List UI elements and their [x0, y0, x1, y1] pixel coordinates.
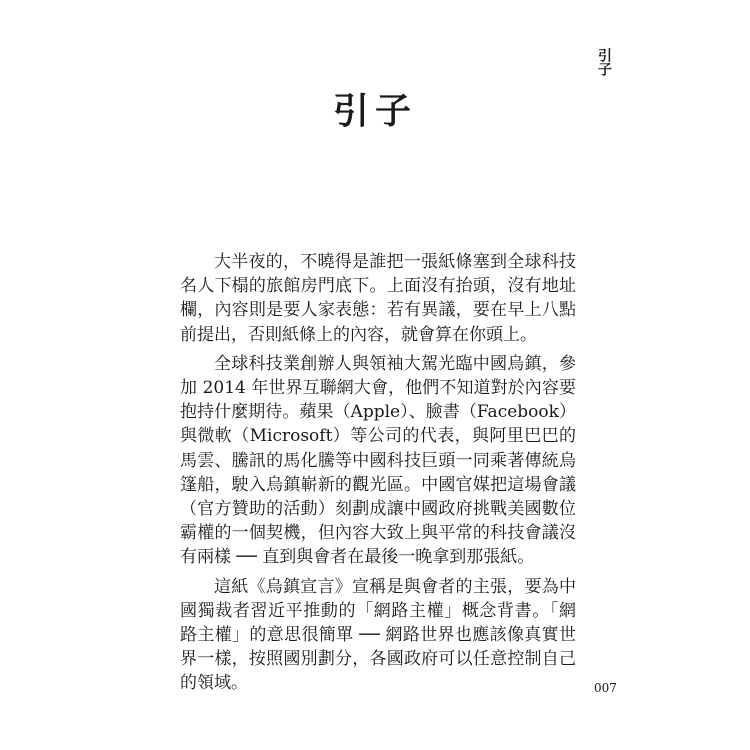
body-text — [180, 250, 576, 701]
paragraph-3: 這紙《烏鎮宣言》宣稱是與會者的主張，要為中國獨裁者習近平推動的「網路主權」概念背書。「網路主權」的意思很簡單 ── 網路世界也應該像真實世界一樣，按照國別劃分，各國政府可以任意控制自己的領域。 — [180, 576, 576, 694]
paragraph-2: 全球科技業創辦人與領袖大駕光臨中國烏鎮，參加 2014 年世界互聯網大會，他們不知道對於內容要抱持什麼期待。蘋果（Apple）、臉書（Facebook）與微軟（Microsoft）等公司的代表，與阿里巴巴的馬雲、騰訊的馬化騰等中國科技巨頭一同乘著傳統烏篷船，駛入烏鎮嶄新的觀光區。中國官媒把這場會議（官方贊助的活動）刻劃成讓中國政府挑戰美國數位霸權的一個契機，但內容大致上與平常的科技會議沒有兩樣 ── 直到與會者在最後一晚拿到那張紙。 — [180, 353, 576, 568]
paragraph-1: 大半夜的，不曉得是誰把一張紙條塞到全球科技名人下榻的旅館房門底下。上面沒有抬頭，沒有地址欄，內容則是要人家表態：若有異議，要在早上八點前提出，否則紙條上的內容，就會算在你頭上。 — [180, 252, 576, 345]
page-number: 007 — [594, 681, 617, 695]
chapter-title: 引子 — [332, 91, 417, 132]
running-head: 引子 — [596, 48, 612, 76]
